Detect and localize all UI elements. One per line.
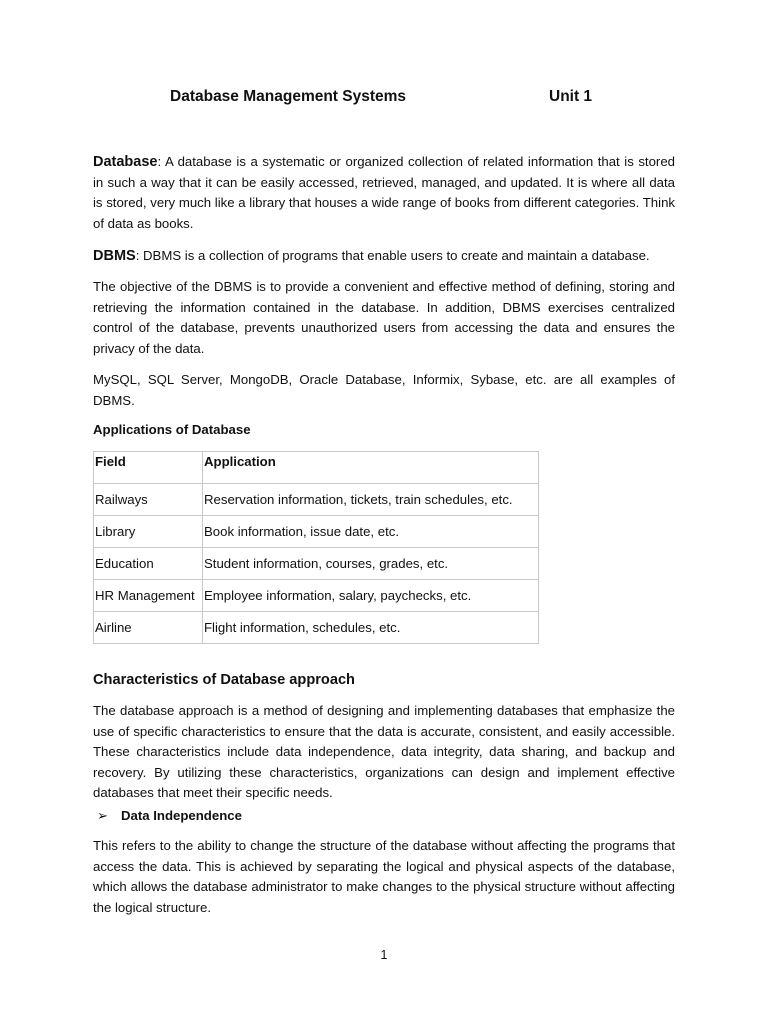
objective-text: The objective of the DBMS is to provide a convenient and effective method of defining, storing and retrieving the information contained in the database. In addition, DBMS exercises centralized control of the database, prevents unauthorized users from accessing the data and ensures the privacy of the data. — [93, 279, 675, 356]
dbms-definition — [93, 246, 675, 267]
table-row — [94, 548, 539, 580]
data-independence-heading: Data Independence — [121, 808, 242, 823]
examples-text: MySQL, SQL Server, MongoDB, Oracle Database, Informix, Sybase, etc. are all examples of DBMS. — [93, 372, 675, 408]
characteristics-heading-block — [93, 671, 675, 689]
dbms-term: DBMS — [93, 248, 136, 264]
table-row — [94, 516, 539, 548]
table-row — [94, 612, 539, 644]
database-definition-text: : A database is a systematic or organized collection of related information that is stored in such a way that it can be easily accessed, retrieved, managed, and updated. It is where all data is stored, very much like a library that houses a wide range of books from different categories. Think of data as books. — [93, 154, 675, 231]
applications-heading-block — [93, 421, 675, 439]
table-cell-field: Library — [94, 516, 203, 548]
characteristics-paragraph — [93, 701, 675, 804]
unit-label: Unit 1 — [549, 88, 593, 105]
table-row — [94, 580, 539, 612]
table-row — [94, 484, 539, 516]
table-cell-application: Flight information, schedules, etc. — [203, 612, 539, 644]
table-cell-field: Railways — [94, 484, 203, 516]
column-header-application: Application — [203, 452, 539, 484]
applications-heading: Applications of Database — [93, 422, 251, 437]
data-independence-bullet — [97, 808, 242, 824]
characteristics-text: The database approach is a method of designing and implementing databases that emphasize the use of specific characteristics to ensure that the data is accurate, consistent, and easily accessible. These characteristics include data independence, data integrity, data sharing, and backup and recovery. By utilizing these characteristics, organizations can design and implement effective databases that meet their specific needs. — [93, 703, 675, 801]
table-cell-field: Airline — [94, 612, 203, 644]
page-number: 1 — [380, 948, 388, 962]
objective-paragraph — [93, 277, 675, 359]
applications-table — [93, 451, 539, 644]
arrow-bullet-icon: ➢ — [97, 808, 109, 823]
dbms-definition-text: : DBMS is a collection of programs that enable users to create and maintain a database. — [135, 248, 650, 263]
table-cell-application: Book information, issue date, etc. — [203, 516, 539, 548]
table-cell-application: Employee information, salary, paychecks, etc. — [203, 580, 539, 612]
column-header-field: Field — [94, 452, 203, 484]
table-cell-field: Education — [94, 548, 203, 580]
table-header-row — [94, 452, 539, 484]
document-title: Database Management Systems — [170, 88, 407, 105]
examples-paragraph — [93, 370, 675, 411]
characteristics-heading: Characteristics of Database approach — [93, 672, 355, 688]
data-independence-paragraph — [93, 836, 675, 918]
database-definition — [93, 152, 675, 234]
database-term: Database — [93, 154, 158, 170]
table-cell-field: HR Management — [94, 580, 203, 612]
data-independence-text: This refers to the ability to change the structure of the database without affecting the programs that access the data. This is achieved by separating the logical and physical aspects of the database, which allows the database administrator to make changes to the physical structure without affecting the logical structure. — [93, 838, 675, 915]
table-cell-application: Reservation information, tickets, train schedules, etc. — [203, 484, 539, 516]
table-cell-application: Student information, courses, grades, etc. — [203, 548, 539, 580]
